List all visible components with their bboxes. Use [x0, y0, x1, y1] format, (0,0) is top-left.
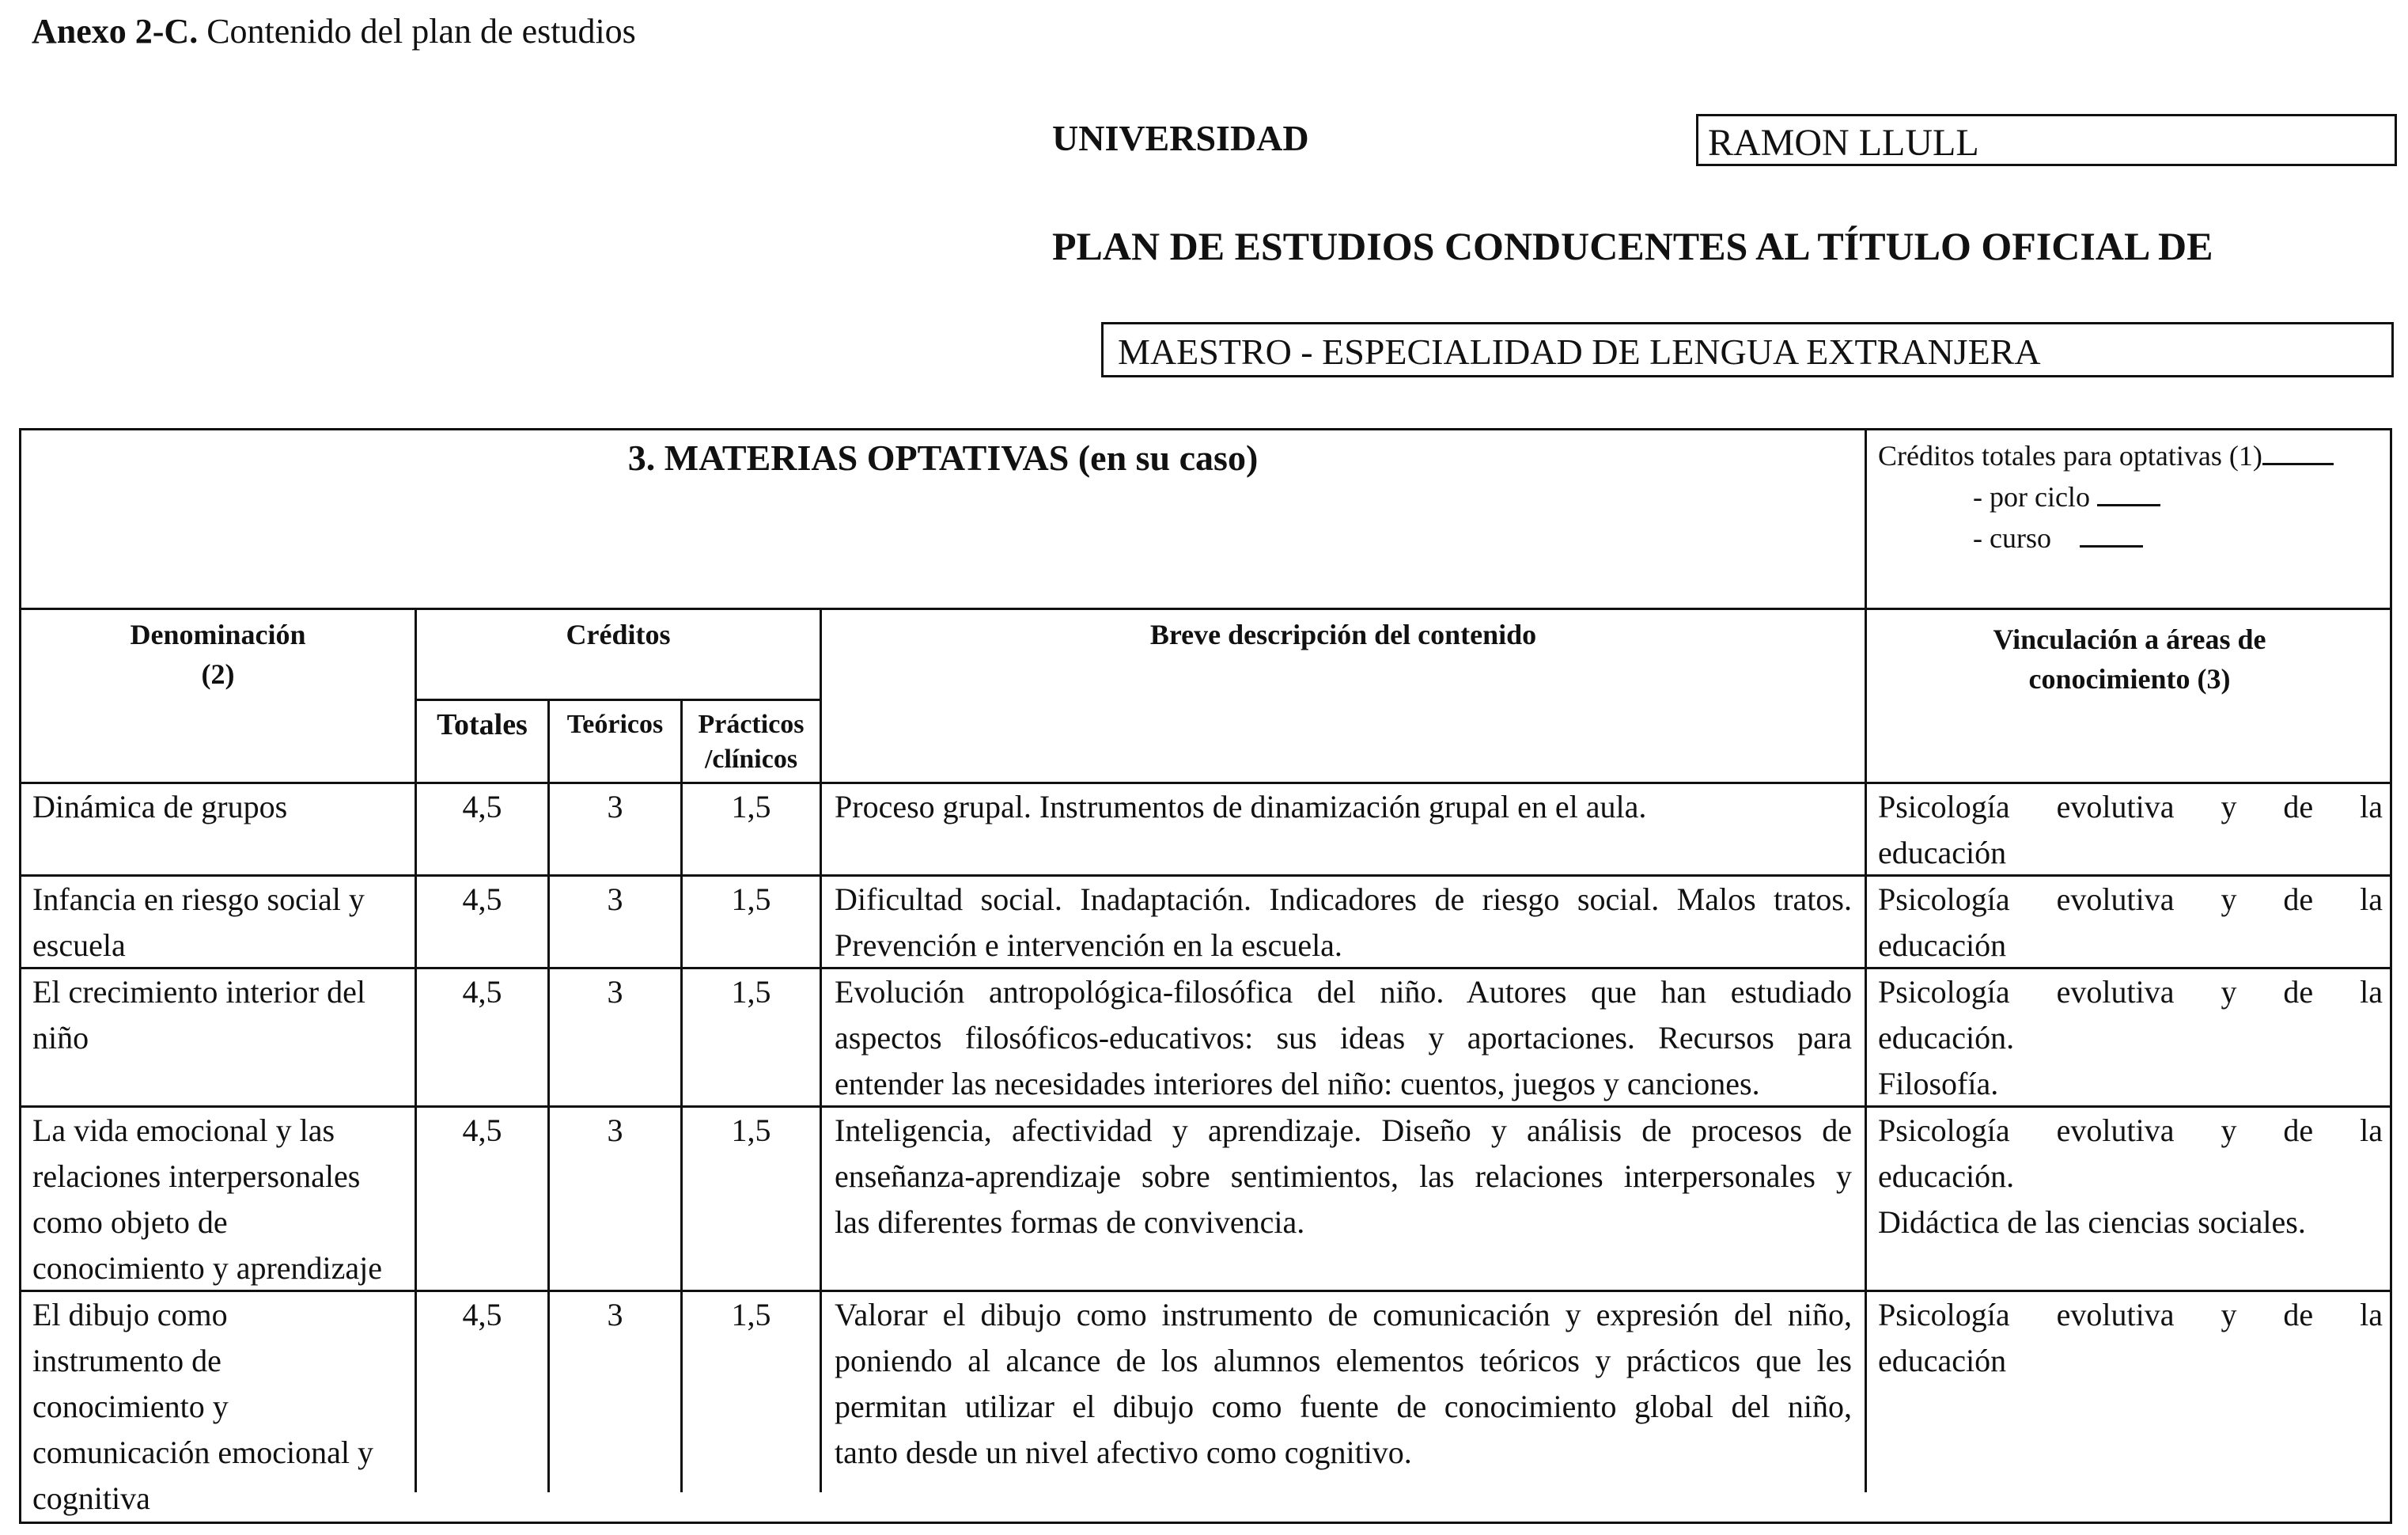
row-2-teoricos-credits: 3 — [550, 877, 683, 969]
annex-number: Anexo 2-C. — [32, 12, 199, 51]
row-3-practicos-credits: 1,5 — [683, 969, 822, 1108]
description-line: Evolución antropológica-filosófica del niño. Autores que han estudiado — [835, 974, 1852, 1010]
optional-subjects-table — [19, 428, 2392, 1524]
area-word: la — [2360, 974, 2383, 1010]
row-5-area-cell — [1867, 1292, 2392, 1492]
area-word: Psicología — [1878, 974, 2010, 1010]
row-5-practicos-credits: 1,5 — [683, 1292, 822, 1492]
row-3-desc-cell — [822, 969, 1867, 1108]
area-word: evolutiva — [2056, 1112, 2175, 1148]
header-totales: Totales — [417, 701, 550, 784]
description-line: permitan utilizar el dibujo como fuente de conocimiento global del niño, — [835, 1389, 1852, 1424]
total-credits-blank — [2262, 439, 2334, 465]
curso-label: - curso — [1973, 522, 2051, 554]
subject-name-line: como objeto de — [32, 1204, 228, 1240]
header-practicos-line2: /clínicos — [704, 745, 798, 774]
row-4-practicos-credits: 1,5 — [683, 1108, 822, 1292]
description-line: Dificultad social. Inadaptación. Indicadores de riesgo social. Malos tratos. — [835, 881, 1852, 917]
area-word: la — [2360, 1297, 2383, 1332]
row-1-practicos-credits: 1,5 — [683, 784, 822, 877]
row-3-teoricos-credits: 3 — [550, 969, 683, 1108]
description-line: entender las necesidades interiores del niño: cuentos, juegos y canciones. — [835, 1066, 1760, 1101]
description-line: enseñanza-aprendizaje sobre sentimientos, las relaciones interpersonales y — [835, 1158, 1852, 1194]
area-first-line — [1878, 784, 2383, 830]
subject-name-line: instrumento de — [32, 1343, 221, 1378]
area-word: y — [2221, 789, 2237, 824]
area-first-line — [1878, 877, 2383, 923]
row-1-name-cell — [21, 784, 417, 877]
subject-name-line: El crecimiento interior del — [32, 974, 365, 1010]
area-line: educación — [1878, 835, 2007, 870]
area-word: y — [2221, 974, 2237, 1010]
total-credits-line — [1878, 435, 2392, 476]
header-denominacion — [21, 610, 417, 784]
area-word: evolutiva — [2056, 1297, 2175, 1332]
area-word: la — [2360, 789, 2383, 824]
header-teoricos: Teóricos — [550, 701, 683, 784]
area-word: la — [2360, 1112, 2383, 1148]
area-word: de — [2283, 1112, 2314, 1148]
subject-name-line: Dinámica de grupos — [32, 789, 288, 824]
area-first-line — [1878, 969, 2383, 1015]
subject-name-line: Infancia en riesgo social y — [32, 881, 365, 917]
area-word: de — [2283, 974, 2314, 1010]
area-line: educación. — [1878, 1020, 2015, 1056]
row-5-name-cell — [21, 1292, 417, 1516]
row-1-teoricos-credits: 3 — [550, 784, 683, 877]
university-field: RAMON LLULL — [1696, 114, 2397, 166]
area-word: evolutiva — [2056, 881, 2175, 917]
area-word: Psicología — [1878, 789, 2010, 824]
header-creditos: Créditos — [417, 610, 822, 701]
row-5-totales-credits: 4,5 — [417, 1292, 550, 1492]
description-line: Valorar el dibujo como instrumento de comunicación y expresión del niño, — [835, 1297, 1852, 1332]
subject-name-line: El dibujo como — [32, 1297, 228, 1332]
row-1-desc-cell — [822, 784, 1867, 877]
subject-name-line: conocimiento y — [32, 1389, 229, 1424]
row-5-desc-cell — [822, 1292, 1867, 1492]
annex-heading — [32, 11, 636, 51]
subject-name-line: conocimiento y aprendizaje — [32, 1250, 383, 1286]
row-5-teoricos-credits: 3 — [550, 1292, 683, 1492]
por-ciclo-blank — [2097, 480, 2160, 506]
subject-name-line: relaciones interpersonales — [32, 1158, 361, 1194]
area-line: Filosofía. — [1878, 1066, 1999, 1101]
header-vinculacion-line1: Vinculación a áreas de — [1993, 623, 2266, 655]
area-word: de — [2283, 881, 2314, 917]
description-line: Prevención e intervención en la escuela. — [835, 927, 1342, 963]
area-word: evolutiva — [2056, 974, 2175, 1010]
header-descripcion: Breve descripción del contenido — [822, 610, 1867, 784]
area-first-line — [1878, 1292, 2383, 1338]
row-4-totales-credits: 4,5 — [417, 1108, 550, 1292]
row-2-totales-credits: 4,5 — [417, 877, 550, 969]
area-word: y — [2221, 1297, 2237, 1332]
area-line: educación — [1878, 1343, 2007, 1378]
subject-name-line: niño — [32, 1020, 89, 1056]
header-vinculacion — [1867, 610, 2392, 784]
row-3-area-cell — [1867, 969, 2392, 1108]
section-title: 3. MATERIAS OPTATIVAS (en su caso) — [21, 430, 1867, 610]
description-line: las diferentes formas de convivencia. — [835, 1204, 1305, 1240]
header-vinculacion-line2: conocimiento (3) — [2028, 663, 2231, 695]
description-line: Proceso grupal. Instrumentos de dinamización grupal en el aula. — [835, 789, 1647, 824]
header-practicos-line1: Prácticos — [698, 710, 805, 739]
total-credits-label: Créditos totales para optativas (1) — [1878, 440, 2262, 472]
row-4-name-cell — [21, 1108, 417, 1292]
curso-blank — [2080, 521, 2143, 548]
header-denominacion-label: Denominación — [130, 619, 306, 650]
subject-name-line: escuela — [32, 927, 126, 963]
area-word: de — [2283, 789, 2314, 824]
row-3-totales-credits: 4,5 — [417, 969, 550, 1108]
subject-name-line: comunicación emocional y — [32, 1435, 373, 1470]
row-2-practicos-credits: 1,5 — [683, 877, 822, 969]
row-4-desc-cell — [822, 1108, 1867, 1292]
area-first-line — [1878, 1108, 2383, 1154]
annex-title: Contenido del plan de estudios — [198, 12, 636, 51]
area-word: de — [2283, 1297, 2314, 1332]
description-line: poniendo al alcance de los alumnos elementos teóricos y prácticos que les — [835, 1343, 1852, 1378]
row-1-totales-credits: 4,5 — [417, 784, 550, 877]
row-4-area-cell — [1867, 1108, 2392, 1292]
subject-name-line: La vida emocional y las — [32, 1112, 335, 1148]
area-word: y — [2221, 881, 2237, 917]
area-line: Didáctica de las ciencias sociales. — [1878, 1204, 2306, 1240]
plan-title: PLAN DE ESTUDIOS CONDUCENTES AL TÍTULO OFICIAL DE — [1052, 224, 2213, 268]
subject-name-line: cognitiva — [32, 1480, 150, 1516]
header-practicos — [683, 701, 822, 784]
area-word: Psicología — [1878, 1112, 2010, 1148]
row-1-area-cell — [1867, 784, 2392, 877]
por-ciclo-label: - por ciclo — [1973, 481, 2090, 513]
optional-credits-info — [1867, 430, 2392, 610]
row-4-teoricos-credits: 3 — [550, 1108, 683, 1292]
row-2-desc-cell — [822, 877, 1867, 969]
row-3-name-cell — [21, 969, 417, 1108]
description-line: tanto desde un nivel afectivo como cognitivo. — [835, 1435, 1412, 1470]
area-word: Psicología — [1878, 881, 2010, 917]
por-ciclo-line — [1878, 476, 2392, 517]
area-line: educación — [1878, 927, 2007, 963]
area-word: y — [2221, 1112, 2237, 1148]
university-label: UNIVERSIDAD — [1052, 118, 1309, 158]
header-denominacion-note: (2) — [201, 658, 235, 690]
description-line: aspectos filosóficos-educativos: sus ideas y aportaciones. Recursos para — [835, 1020, 1852, 1056]
row-2-name-cell — [21, 877, 417, 969]
area-word: Psicología — [1878, 1297, 2010, 1332]
degree-field: MAESTRO - ESPECIALIDAD DE LENGUA EXTRANJERA — [1101, 322, 2394, 377]
area-line: educación. — [1878, 1158, 2015, 1194]
area-word: la — [2360, 881, 2383, 917]
description-line: Inteligencia, afectividad y aprendizaje. Diseño y análisis de procesos de — [835, 1112, 1852, 1148]
row-2-area-cell — [1867, 877, 2392, 969]
curso-line — [1878, 517, 2392, 559]
area-word: evolutiva — [2056, 789, 2175, 824]
